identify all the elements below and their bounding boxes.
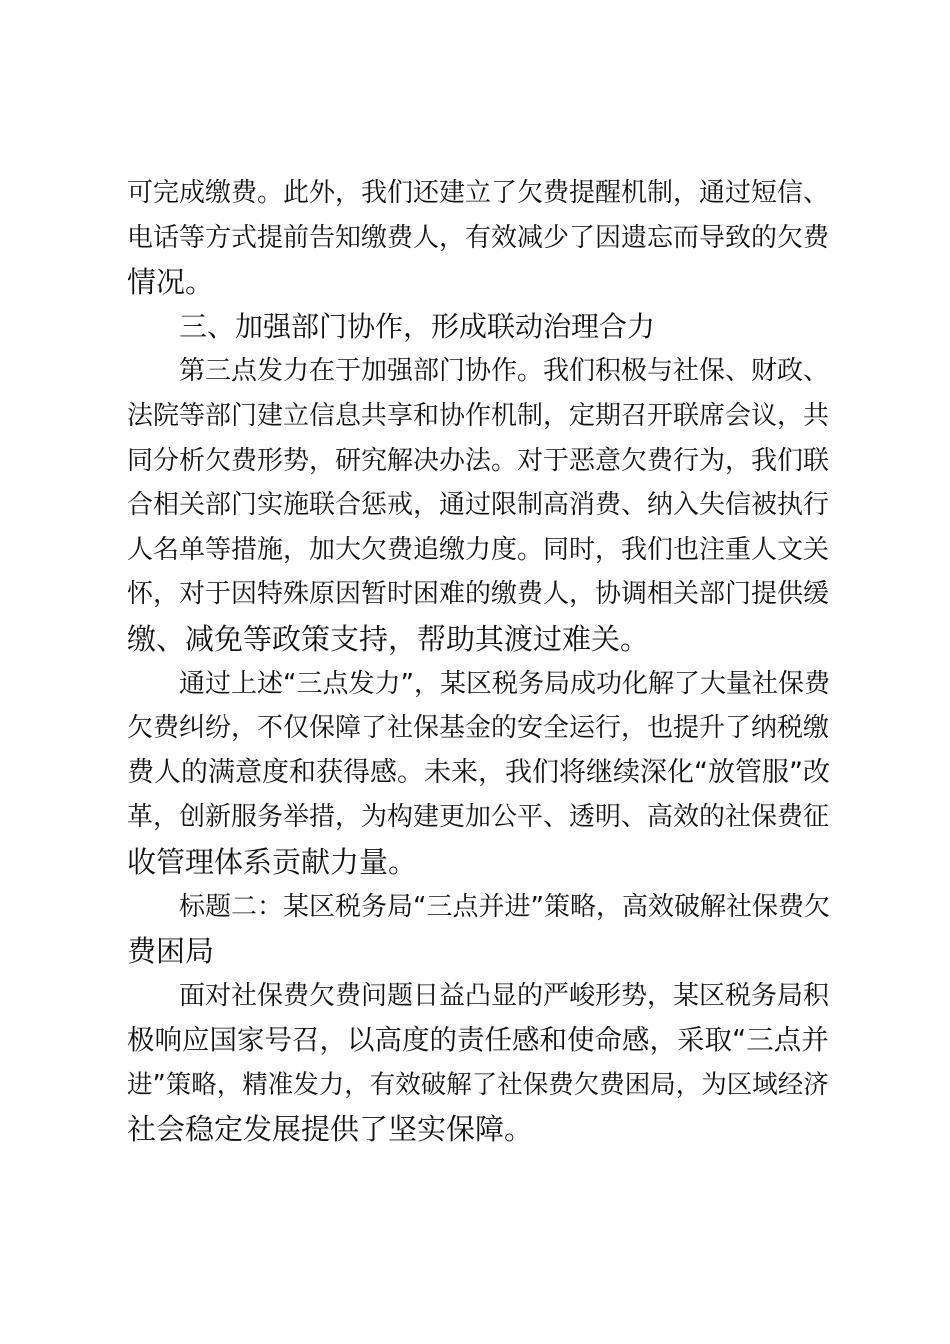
title-line: 标题二：某区税务局“三点并进”策略，高效破解社保费欠 (179, 891, 830, 922)
text-line: 怀，对于因特殊原因暂时困难的缴费人，协调相关部门提供缓 (127, 579, 830, 610)
text-line: 革，创新服务举措，为构建更加公平、透明、高效的社保费征 (127, 802, 830, 833)
text-line: 通过上述“三点发力”，某区税务局成功化解了大量社保费 (179, 668, 830, 699)
text-line: 可完成缴费。此外，我们还建立了欠费提醒机制，通过短信、 (127, 178, 830, 208)
text-line: 进”策略，精准发力，有效破解了社保费欠费困局，为区域经济 (127, 1069, 829, 1100)
section-heading: 三、加强部门协作，形成联动治理合力 (179, 309, 656, 343)
text-line: 费人的满意度和获得感。未来，我们将继续深化“放管服”改 (127, 756, 830, 788)
text-line: 社会稳定发展提供了坚实保障。 (127, 1112, 534, 1147)
text-line: 法院等部门建立信息共享和协作机制，定期召开联席会议，共 (127, 400, 830, 431)
text-line: 情况。 (127, 265, 215, 300)
text-line: 面对社保费欠费问题日益凸显的严峻形势，某区税务局积 (179, 980, 830, 1011)
text-line: 缴、减免等政策支持，帮助其渡过难关。 (127, 621, 650, 656)
text-line: 电话等方式提前告知缴费人，有效减少了因遗忘而导致的欠费 (127, 222, 830, 253)
text-line: 第三点发力在于加强部门协作。我们积极与社保、财政、 (179, 356, 830, 387)
text-line: 极响应国家号召，以高度的责任感和使命感，采取“三点并 (127, 1024, 829, 1057)
text-line: 合相关部门实施联合惩戒，通过限制高消费、纳入失信被执行 (127, 490, 830, 521)
title-line: 费困局 (127, 934, 215, 969)
text-line: 同分析欠费形势，研究解决办法。对于恶意欠费行为，我们联 (127, 445, 830, 476)
text-line: 欠费纠纷，不仅保障了社保基金的安全运行，也提升了纳税缴 (127, 713, 830, 744)
text-line: 收管理体系贡献力量。 (127, 844, 418, 879)
text-line: 人名单等措施，加大欠费追缴力度。同时，我们也注重人文关 (127, 534, 830, 565)
document-body (127, 171, 833, 1152)
